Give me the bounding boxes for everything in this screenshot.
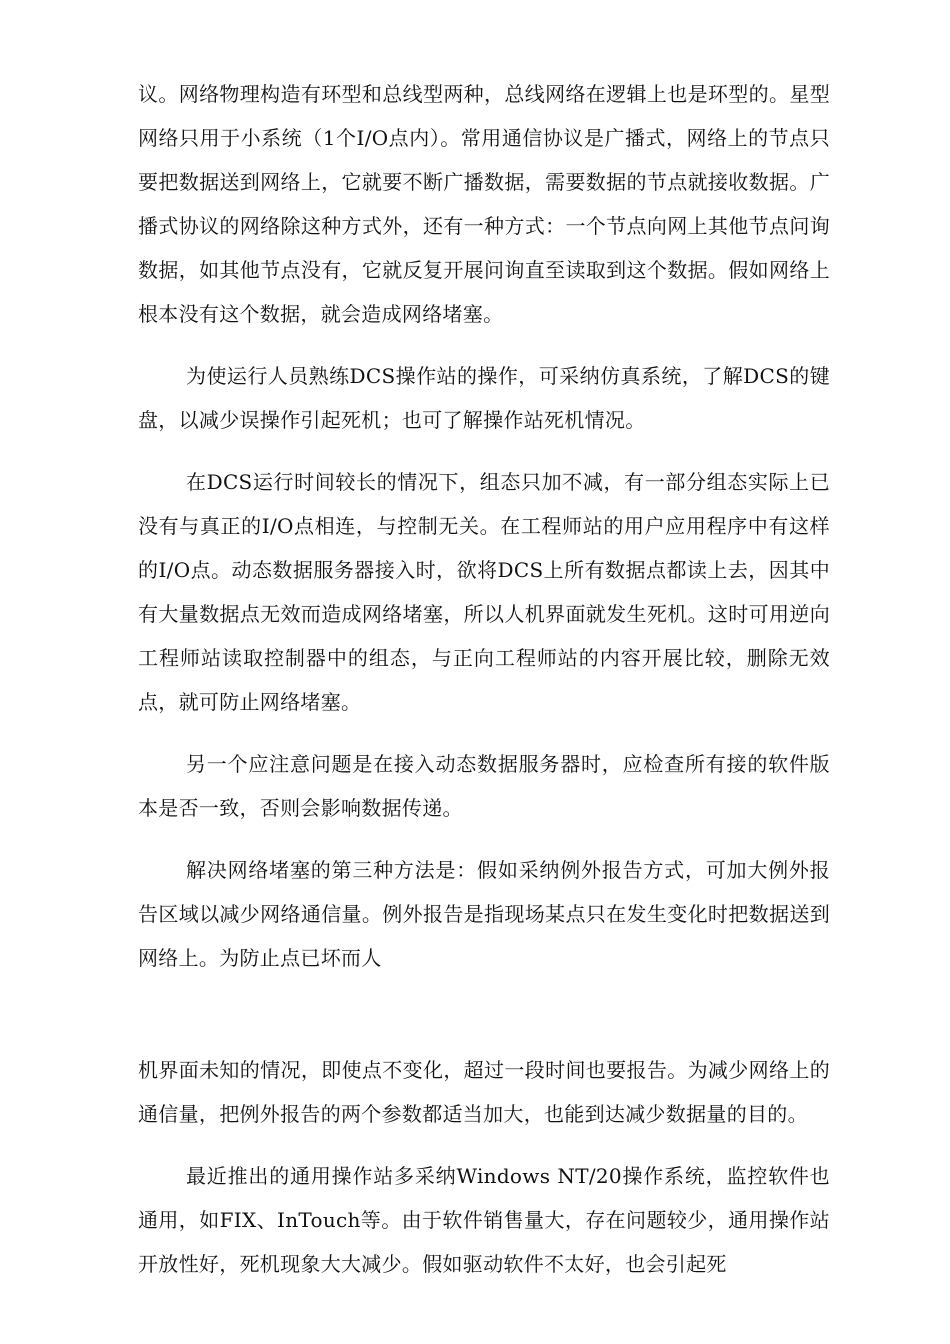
- paragraph-3: 在DCS运行时间较长的情况下，组态只加不减，有一部分组态实际上已没有与真正的I/O点相连，与控制无关。在工程师站的用户应用程序中有这样的I/O点。动态数据服务器接入时，欲将DCS上所有数据点都读上去，因其中有大量数据点无效而造成网络堵塞，所以人机界面就发生死机。这时可用逆向工程师站读取控制器中的组态，与正向工程师站的内容开展比较，删除无效点，就可防止网络堵塞。: [138, 470, 830, 714]
- paragraph-7: 最近推出的通用操作站多采纳Windows NT/20操作系统，监控软件也通用，如FIX、InTouch等。由于软件销售量大，存在问题较少，通用操作站开放性好，死机现象大大减少。假如驱动软件不太好，也会引起死: [138, 1164, 830, 1276]
- page-break-gap: [138, 980, 830, 1048]
- document-page: [138, 72, 830, 1286]
- paragraph-4: 另一个应注意问题是在接入动态数据服务器时，应检查所有接的软件版本是否一致，否则会影响数据传递。: [138, 752, 830, 820]
- paragraph-1: 议。网络物理构造有环型和总线型两种，总线网络在逻辑上也是环型的。星型网络只用于小系统（1个I/O点内）。常用通信协议是广播式，网络上的节点只要把数据送到网络上，它就要不断广播数据，需要数据的节点就接收数据。广播式协议的网络除这种方式外，还有一种方式：一个节点向网上其他节点问询数据，如其他节点没有，它就反复开展问询直至读取到这个数据。假如网络上根本没有这个数据，就会造成网络堵塞。: [138, 82, 830, 326]
- paragraph-6: 机界面未知的情况，即使点不变化，超过一段时间也要报告。为减少网络上的通信量，把例外报告的两个参数都适当加大，也能到达减少数据量的目的。: [138, 1058, 830, 1126]
- paragraph-2: 为使运行人员熟练DCS操作站的操作，可采纳仿真系统，了解DCS的键盘，以减少误操作引起死机；也可了解操作站死机情况。: [138, 364, 830, 432]
- paragraph-5: 解决网络堵塞的第三种方法是：假如采纳例外报告方式，可加大例外报告区域以减少网络通信量。例外报告是指现场某点只在发生变化时把数据送到网络上。为防止点已坏而人: [138, 858, 830, 970]
